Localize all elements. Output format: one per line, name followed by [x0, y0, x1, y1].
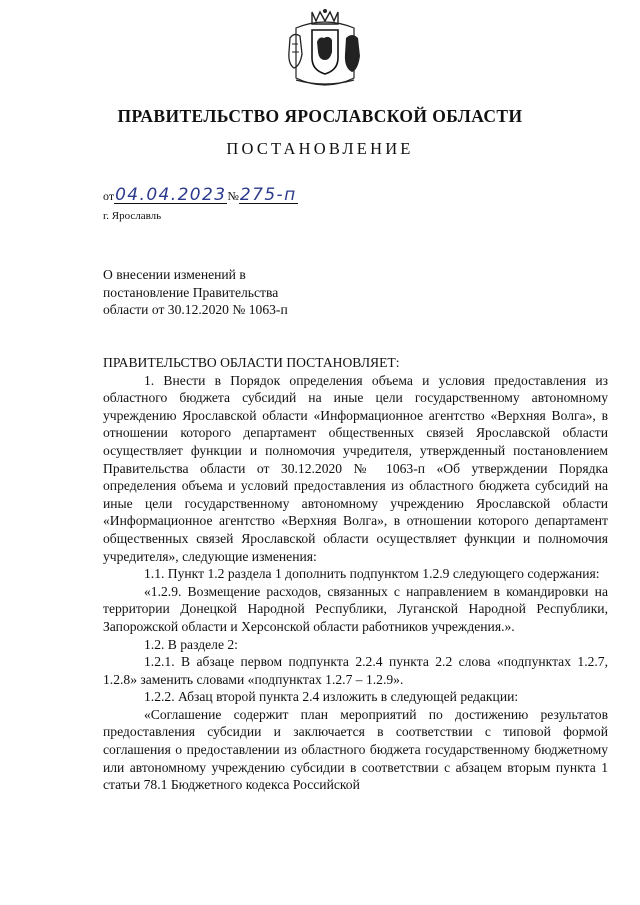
decree-subject [103, 266, 288, 319]
paragraph: 1.2. В разделе 2: [144, 636, 238, 652]
decree-date: 04.04.2023 [115, 185, 227, 205]
decree-number: 275-п [239, 185, 297, 205]
number-prefix: № [227, 189, 239, 203]
document-type: ПОСТАНОВЛЕНИЕ [226, 139, 414, 158]
paragraph: 1.2.2. Абзац второй пункта 2.4 изложить в следующей редакции: [144, 689, 519, 705]
resolution-heading: ПРАВИТЕЛЬСТВО ОБЛАСТИ ПОСТАНОВЛЯЕТ: [103, 355, 400, 370]
paragraph: «1.2.9. Возмещение расходов, связанных с направлением в командировки на территории Донецкой Народной Республики, Луганской Народной Республики, Запорожской области и Херсонской области работников учреждения.». [103, 583, 608, 634]
paragraph: 1.2.1. В абзаце первом подпункта 2.2.4 пункта 2.2 слова «подпунктах 1.2.7, 1.2.8» заменить словами «подпунктах 1.2.7 – 1.2.9». [103, 654, 608, 687]
subject-line: области от 30.12.2020 № 1063-п [103, 302, 288, 317]
decree-number-line [103, 185, 298, 205]
decree-body [103, 354, 608, 794]
paragraph: 1. Внести в Порядок определения объема и условия предоставления из областного бюджета субсидий на иные цели государственному автономному учреждению Ярославской области «Информационное агентство «Верхняя Волга», в отношении которого департамент общественных связей Ярославской области осуществляет функции и полномочия учредителя, утвержденный постановлением Правительства области от 30.12.2020 № 1063-п «Об утверждении Порядка определения объема и условий предоставления из областного бюджета субсидий на иные цели государственному автономному учреждению Ярославской области «Информационное агентство «Верхняя Волга», в отношении которого департамент общественных связей Ярославской области осуществляет функции и полномочия учредителя», следующие изменения: [103, 372, 608, 564]
subject-line: постановление Правительства [103, 284, 279, 300]
subject-line: О внесении изменений в [103, 267, 246, 282]
government-title: ПРАВИТЕЛЬСТВО ЯРОСЛАВСКОЙ ОБЛАСТИ [117, 106, 523, 126]
paragraph: 1.1. Пункт 1.2 раздела 1 дополнить подпунктом 1.2.9 следующего содержания: [144, 566, 600, 582]
city: г. Ярославль [103, 210, 162, 222]
yaroslavl-coat-of-arms-icon [282, 8, 368, 92]
paragraph: «Соглашение содержит план мероприятий по достижению результатов предоставления субсидии и заключается в соответствии с типовой формой соглашения о предоставлении из областного бюджета государственному бюджетному или автономному учреждению субсидии в соответствии с абзацем вторым пункта 1 статьи 78.1 Бюджетного кодекса Российской [103, 706, 608, 793]
date-prefix: от [103, 189, 115, 203]
